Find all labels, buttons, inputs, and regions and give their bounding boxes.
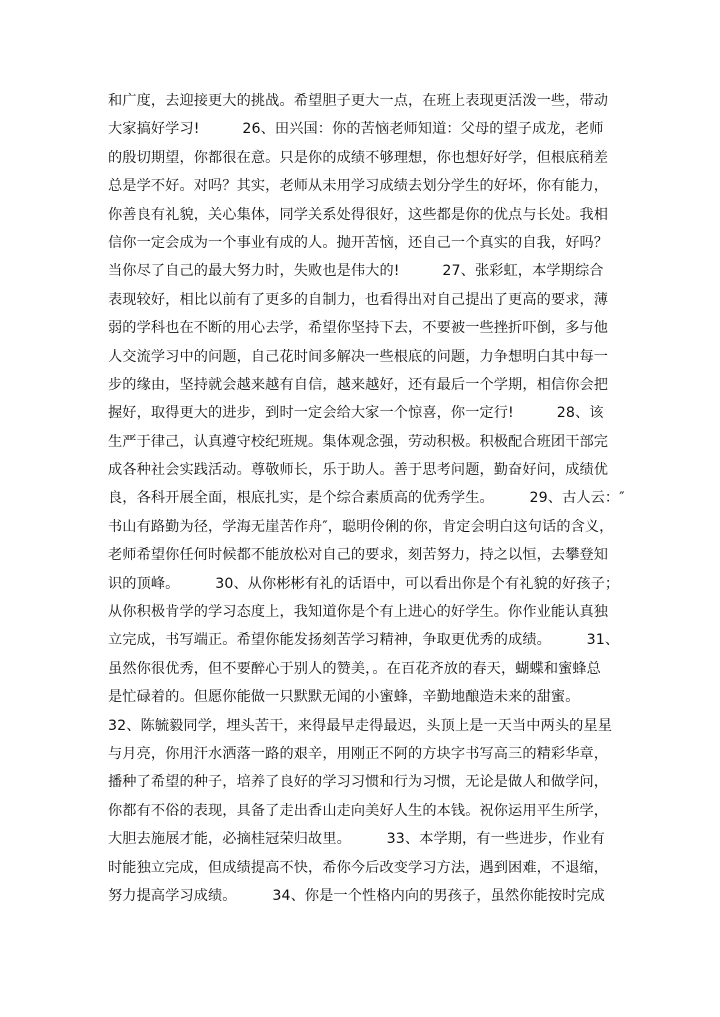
text-line: 生严于律己，认真遵守校纪班规。集体观念强，劳动积极。积极配合班团干部完 — [108, 433, 609, 450]
text-line: 信你一定会成为一个事业有成的人。抛开苦恼，还自己一个真实的自我，好吗？ — [108, 234, 609, 251]
text-line: 握好，取得更大的进步，到时一定会给大家一个惊喜，你一定行! 28、该 — [108, 405, 604, 422]
text-line: 播种了希望的种子，培养了良好的学习习惯和行为习惯，无论是做人和做学问， — [108, 774, 609, 791]
text-line: 从你积极肯学的学习态度上，我知道你是个有上进心的好学生。你作业能认真独 — [108, 604, 609, 621]
text-line: 努力提高学习成绩。 34、你是一个性格内向的男孩子，虽然你能按时完成 — [108, 887, 605, 904]
text-line: 32、陈毓毅同学，埋头苦干，来得最早走得最迟，头顶上是一天当中两头的星星 — [108, 717, 613, 734]
text-line: 老师希望你任何时候都不能放松对自己的要求，刻苦努力，持之以恒，去攀登知 — [108, 547, 609, 564]
text-line: 你都有不俗的表现，具备了走出香山走向美好人生的本钱。祝你运用平生所学， — [108, 802, 609, 819]
text-line: 你善良有礼貌，关心集体，同学关系处得很好，这些都是你的优点与长处。我相 — [108, 206, 609, 223]
text-line: 立完成，书写端正。希望你能发扬刻苦学习精神，争取更优秀的成绩。 31、 — [108, 632, 620, 649]
text-line: 当你尽了自己的最大努力时，失败也是伟大的! 27、张彩虹，本学期综合 — [108, 263, 604, 280]
text-line: 成各种社会实践活动。尊敬师长，乐于助人。善于思考问题，勤奋好问，成绩优 — [108, 462, 609, 479]
text-line: 大胆去施展才能，必摘桂冠荣归故里。 33、本学期，有一些进步，作业有 — [108, 831, 605, 848]
text-line: 是忙碌着的。但愿你能做一只默默无闻的小蜜蜂，辛勤地酿造未来的甜蜜。 — [108, 689, 580, 706]
text-line: 虽然你很优秀，但不要醉心于别人的赞美，。在百花齐放的春天，蝴蝶和蜜蜂总 — [108, 660, 601, 677]
text-line: 的殷切期望，你都很在意。只是你的成绩不够理想，你也想好好学，但根底稍差 — [108, 149, 609, 166]
text-line: 弱的学科也在不断的用心去学，希望你坚持下去，不要被一些挫折吓倒，多与他 — [108, 320, 609, 337]
text-line: 良，各科开展全面，根底扎实，是个综合素质高的优秀学生。 29、古人云：″ — [108, 490, 625, 507]
document-body — [108, 87, 628, 910]
text-line: 表现较好，相比以前有了更多的自制力，也看得出对自己提出了更高的要求，薄 — [108, 291, 609, 308]
text-line: 步的缘由，坚持就会越来越有自信，越来越好，还有最后一个学期，相信你会把 — [108, 376, 609, 393]
text-line: 与月亮，你用汗水洒落一路的艰辛，用刚正不阿的方块字书写高三的精彩华章， — [108, 745, 609, 762]
text-line: 和广度，去迎接更大的挑战。希望胆子更大一点，在班上表现更活泼一些，带动 — [108, 93, 609, 109]
text-line: 大家搞好学习! 26、田兴国：你的苦恼老师知道：父母的望子成龙，老师 — [108, 121, 604, 138]
text-line: 识的顶峰。 30、从你彬彬有礼的话语中，可以看出你是个有礼貌的好孩子； — [108, 575, 620, 592]
text-line: 总是学不好。对吗？其实，老师从未用学习成绩去划分学生的好坏，你有能力， — [108, 178, 609, 195]
text-line: 时能独立完成，但成绩提高不快，希你今后改变学习方法，遇到困难，不退缩， — [108, 859, 609, 876]
text-line: 书山有路勤为径，学海无崖苦作舟″，聪明伶俐的你，肯定会明白这句话的含义， — [108, 518, 614, 535]
text-line: 人交流学习中的问题，自己花时间多解决一些根底的问题，力争想明白其中每一 — [108, 348, 609, 365]
